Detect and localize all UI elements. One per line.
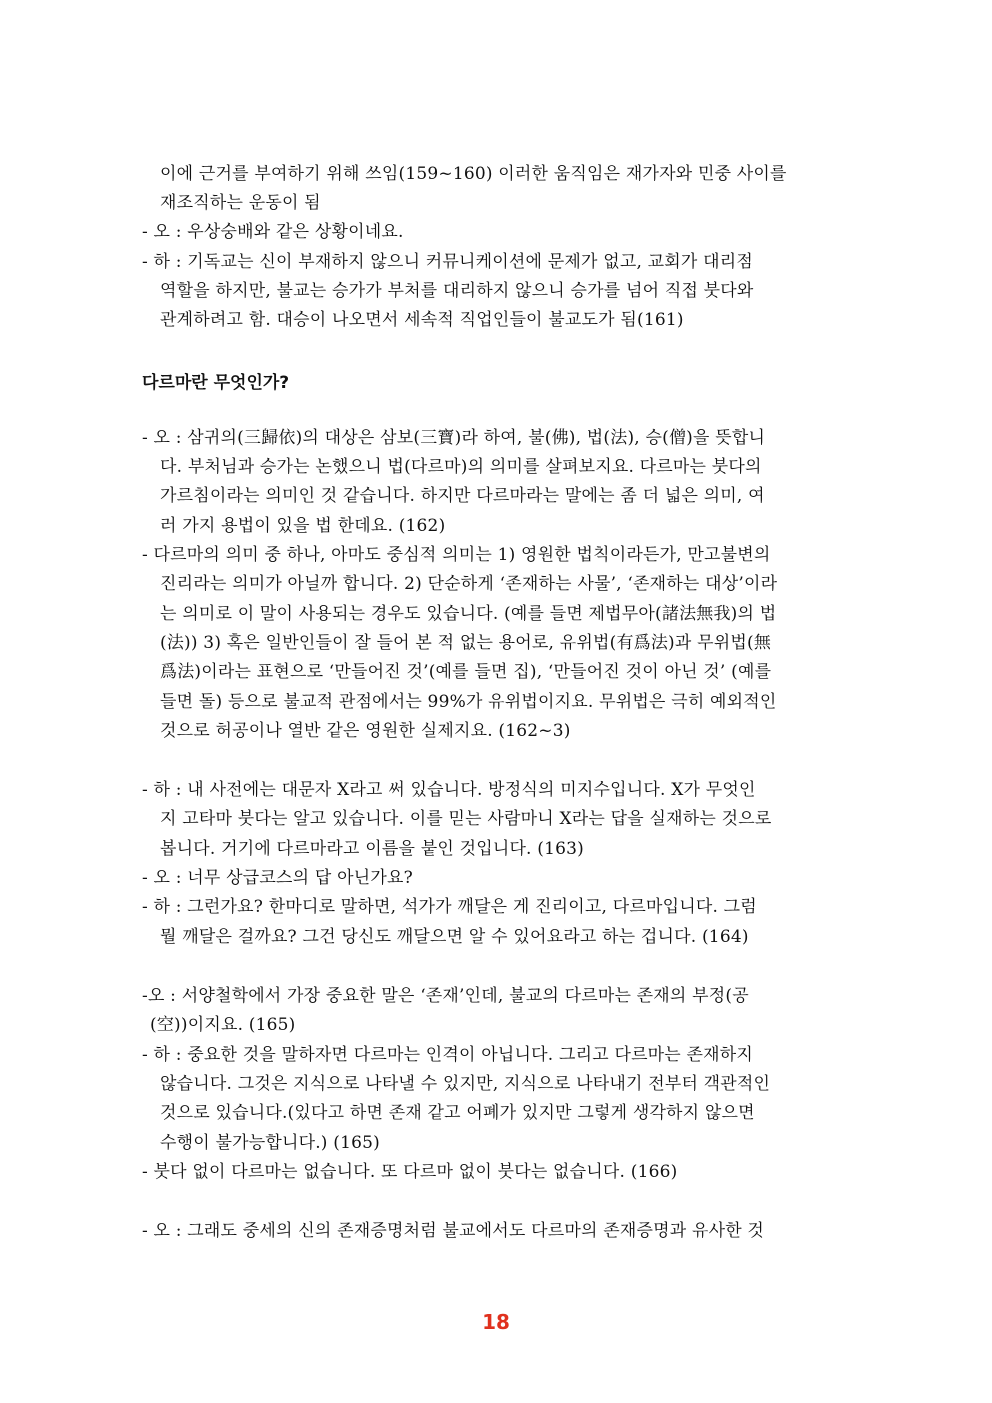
text-line: 러 가지 용법이 있을 법 한데요. (162) [160, 516, 446, 536]
text-line: 이에 근거를 부여하기 위해 쓰임(159~160) 이러한 움직임은 재가자와 민중 사이를 [160, 164, 787, 184]
text-line: 다. 부처님과 승가는 논했으니 법(다르마)의 의미를 살펴보지요. 다르마는 붓다의 [160, 457, 762, 477]
text-line: 지 고타마 붓다는 알고 있습니다. 이를 믿는 사람마니 X라는 답을 실재하는 것으로 [160, 809, 772, 829]
text-line: 수행이 불가능합니다.) (165) [160, 1133, 380, 1153]
page-number: 18 [482, 1310, 510, 1334]
text-line: 들면 돌) 등으로 불교적 관점에서는 99%가 유위법이지요. 무위법은 극히 예외적인 [160, 692, 777, 712]
text-line: - 오 : 삼귀의(三歸依)의 대상은 삼보(三寶)라 하여, 불(佛), 법(法), 승(僧)을 뜻합니 [142, 428, 766, 448]
text-line: 재조직하는 운동이 됨 [160, 193, 321, 213]
text-line: - 오 : 우상숭배와 같은 상황이네요. [142, 222, 404, 242]
text-line: - 하 : 그런가요? 한마디로 말하면, 석가가 깨달은 게 진리이고, 다르마입니다. 그럼 [142, 897, 757, 917]
text-line: - 다르마의 의미 중 하나, 아마도 중심적 의미는 1) 영원한 법칙이라든가, 만고불변의 [142, 545, 771, 565]
text-line: 가르침이라는 의미인 것 같습니다. 하지만 다르마라는 말에는 좀 더 넓은 의미, 여 [160, 486, 765, 506]
text-line: 않습니다. 그것은 지식으로 나타낼 수 있지만, 지식으로 나타내기 전부터 객관적인 [160, 1074, 771, 1094]
text-line: (法)) 3) 혹은 일반인들이 잘 들어 본 적 없는 용어로, 유위법(有爲法)과 무위법(無 [160, 633, 772, 653]
text-line: - 하 : 내 사전에는 대문자 X라고 써 있습니다. 방정식의 미지수입니다. X가 무엇인 [142, 780, 756, 800]
text-line: 는 의미로 이 말이 사용되는 경우도 있습니다. (예를 들면 제법무아(諸法無我)의 법 [160, 604, 777, 624]
text-line: - 하 : 중요한 것을 말하자면 다르마는 인격이 아닙니다. 그리고 다르마는 존재하지 [142, 1045, 754, 1065]
text-line: -오 : 서양철학에서 가장 중요한 말은 ‘존재’인데, 불교의 다르마는 존재의 부정(공 [142, 986, 749, 1006]
text-line: - 하 : 기독교는 신이 부재하지 않으니 커뮤니케이션에 문제가 없고, 교회가 대리점 [142, 252, 754, 272]
text-line: 뭘 깨달은 걸까요? 그건 당신도 깨달으면 알 수 있어요라고 하는 겁니다. (164) [160, 927, 749, 947]
text-line: 봅니다. 거기에 다르마라고 이름을 붙인 것입니다. (163) [160, 839, 584, 859]
section-heading: 다르마란 무엇인가? [142, 373, 290, 393]
text-line: 것으로 있습니다.(있다고 하면 존재 같고 어폐가 있지만 그렇게 생각하지 않으면 [160, 1103, 755, 1123]
text-line: - 오 : 너무 상급코스의 답 아닌가요? [142, 868, 413, 888]
text-line: 것으로 허공이나 열반 같은 영원한 실제지요. (162~3) [160, 721, 571, 741]
text-line: - 오 : 그래도 중세의 신의 존재증명처럼 불교에서도 다르마의 존재증명과 유사한 것 [142, 1221, 765, 1241]
text-line: 爲法)이라는 표현으로 ‘만들어진 것’(예를 들면 집), ‘만들어진 것이 아닌 것’ (예를 [160, 662, 772, 682]
text-line: 관계하려고 함. 대승이 나오면서 세속적 직업인들이 불교도가 됨(161) [160, 310, 684, 330]
text-line: (空))이지요. (165) [150, 1015, 296, 1035]
text-line: - 붓다 없이 다르마는 없습니다. 또 다르마 없이 붓다는 없습니다. (166) [142, 1162, 678, 1182]
text-line: 진리라는 의미가 아닐까 합니다. 2) 단순하게 ‘존재하는 사물’, ‘존재하는 대상’이라 [160, 574, 778, 594]
text-line: 역할을 하지만, 불교는 승가가 부처를 대리하지 않으니 승가를 넘어 직접 붓다와 [160, 281, 754, 301]
